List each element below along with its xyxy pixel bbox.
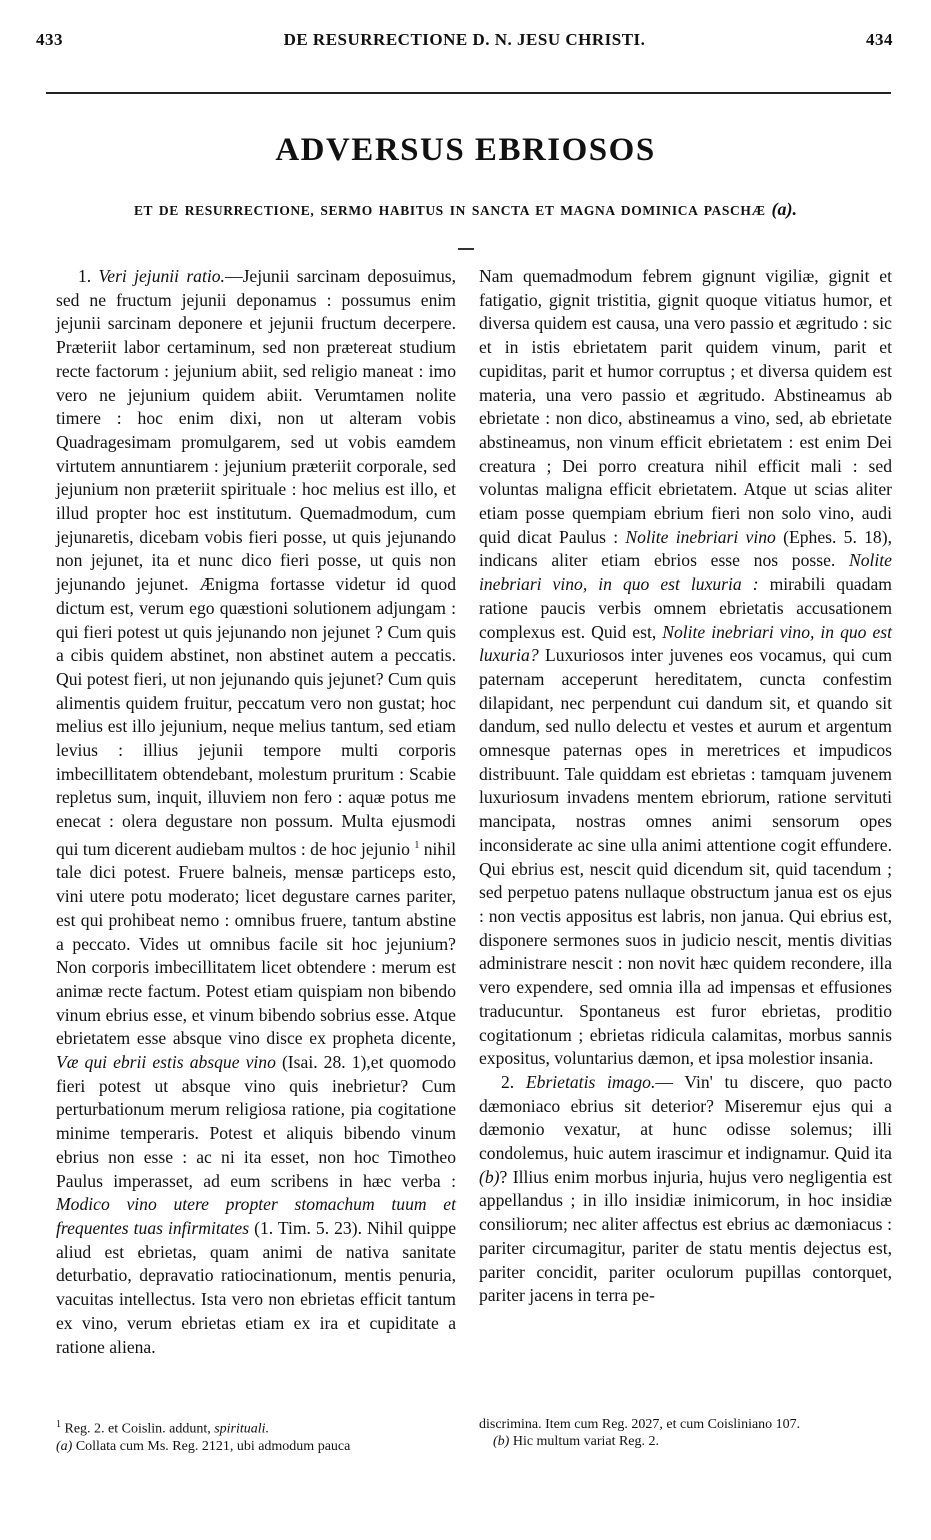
scripture-quote: Nolite inebriari vino, in quo est luxuria? [479, 621, 892, 666]
scripture-ref: (Isai. 28. 1) [275, 1052, 367, 1073]
sermon-subtitle [0, 199, 931, 220]
header-rule [46, 92, 891, 94]
footnotes-right [479, 1416, 892, 1450]
running-head [36, 30, 893, 50]
scripture-ref: (1. Tim. 5. 23) [249, 1217, 358, 1238]
text-run: Luxuriosos inter juvenes eos vocamus, qui cum paternam acceperunt hereditatem, cuncta confestim dilapidant, nec perpendunt cui dandum sit, et quando sit dandum, sed nullo delectu et vestes et aurum et argentum omnesque paternas opes in meretrices et impudicos distribuunt. Tale quiddam est ebrietas : tamquam juvenem luxuriosum invadens mentem ebriorum, ratione servituti mancipata, nostras omnes animi sensorum opes inconsiderate ac sine ulla animi attentione cogit effundere. Qui ebrius est, nescit quid dicendum sit, quid tacendum ; sed perpetuo patens nullaque obstructum janua est os ejus : non vectis appositus est labris, non janua. Qui ebrius est, disponere sermones suos in judicio nescit, mentis divitias administrare nescit : non novit hæc quidem recondere, illa vero expendere, sed omnia illa ad impensas et effusiones traducuntur. Spontaneus est furor ebrietas, proditio cogitationum ; ebrietas ridicula calamitas, morbus sannis expositus, voluntarius dæmon, et ipsa molestior insania. [479, 645, 892, 1069]
subtitle-text: ET DE RESURRECTIONE, SERMO HABITUS IN SANCTA ET MAGNA DOMINICA PASCHÆ [133, 203, 766, 218]
footnote-1 [56, 1416, 456, 1438]
footnote-mark: (b) [493, 1434, 510, 1449]
footnote-text: Collata cum Ms. Reg. 2121, ubi admodum pauca [72, 1438, 351, 1454]
running-title: DE RESURRECTIONE D. N. JESU CHRISTI. [283, 30, 646, 49]
paragraph-1 [56, 265, 456, 1359]
text-run: mirabili quadam ratione paucis verbis omnem ebrietatis accusationem complexus est. Quid est, [479, 574, 892, 642]
section-number: 1. [78, 266, 92, 286]
text-run: —Jejunii sarcinam deposuimus, sed ne fructum jejunii deponamus : possumus enim jejunii sarcinam deponere et jejunii fructum decerpere. Præteriit labor certaminum, sed non prætereat studium recte factorum : jejunium abiit, sed religio maneat : imo vero ne jejunium quidem abiit. Verumtamen nolite timere : hoc enim dixi, non ut alteram vobis Quadragesimam promulgarem, sed ut vobis eamdem virtutem annuntiarem : jejunium præteriit corporale, sed jejunium non præteriit spirituale : hoc melius est illo, et illud propter hoc est institutum. Quemadmodum, cum jejunaretis, dicebam vobis fieri posse, ut quis jejunando non jejunet, ita et nunc dico fieri posse, ut quis non jejunando jejunet. Ænigma fortasse videtur id quod dictum est, verum ego quæstioni solutionem adjungam : qui fieri potest ut quis jejunando non jejunet ? Cum quis a cibis quidem abstinet, non abstinet autem a peccatis. Qui potest fieri, ut non jejunando quis jejunet? Cum quis alimentis quidem fruitur, peccatum vero non gustat; hoc melius est illo jejunium, neque melius tantum, sed etiam levius : illius jejunii tempore multi corporis imbecillitatem obtendebant, molestum pruritum : Scabie repletus sum, inquit, illuviem non fero : aquæ potus me enecat : olera degustare non possum. Multa ejusmodi qui tum dicerent audiebam multos : de hoc jejunio [56, 266, 456, 859]
scripture-quote: Nolite inebriari vino, in quo est luxuria : [479, 550, 892, 595]
footnote-mark: (a) [56, 1438, 73, 1454]
text-run: , indicans aliter etiam ebrios esse nos posse. [479, 526, 892, 571]
text-run: nihil tale dici potest. Fruere balneis, mensæ particeps esto, vini utere potu moderato; licet degustare carnes pariter, est qui prohibeat nemo : omnibus fruere, tantum abstine a peccato. Vides ut omnibus facile sit hoc jejunium? Non corporis imbecillitatem licet obtendere : merum est animæ recte factum. Potest etiam quispiam non bibendo vinum ebrius esse, et vinum bibendo sobrius esse. Atque ebrietatem esse absque vino disce ex propheta dicente, [56, 838, 456, 1049]
section-title: Ebrietatis imago. [525, 1071, 656, 1092]
footnote-a [56, 1438, 456, 1455]
paragraph-2 [479, 1071, 892, 1308]
footnote-text: Reg. 2. et Coislin. addunt, [61, 1421, 215, 1437]
title-divider [458, 248, 474, 250]
page-number-right: 434 [865, 30, 893, 49]
scripture-ref: (Ephes. 5. 18) [775, 526, 888, 547]
subtitle-note-mark: (a). [771, 199, 798, 219]
text-run: — Vin' tu discere, quo pacto dæmoniaco ebrius sit deterior? Miseremur ejus qui a dæmonio vexatur, at hunc odisse solemus; illi condolemus, huic autem irascimur et indignamur. Quid ita [479, 1071, 892, 1164]
footnotes-left [56, 1416, 456, 1455]
footnote-marker: 1 [414, 839, 420, 851]
footnote-a-continued: discrimina. Item cum Reg. 2027, et cum Coisliniano 107. [479, 1417, 801, 1432]
sermon-title: ADVERSUS EBRIOSOS [275, 132, 656, 168]
footnote-b [479, 1433, 892, 1450]
text-run: ,et quomodo fieri potest ut absque vino quis inebrietur? Cum perturbationum merum religiosa ratione, pia cogitatione minime temperaris. Potest et aliquis bibendo vinum ebrius non esse : ac ni ita esset, non hoc Timotheo Paulus imperasset, ad eum scribens in hæc verba : [56, 1052, 456, 1191]
section-title: Veri jejunii ratio. [98, 266, 225, 286]
section-number: 2. [501, 1071, 515, 1092]
text-run: ? Illius enim morbus injuria, hujus vero negligentia est appellandus ; in illo insidiæ inimicorum, in hoc insidiæ consiliorum; nec aliter affectus est ebrius ac dæmoniacus : pariter circumagitur, pariter de statu mentis dejectus est, pariter concidit, pariter oculorum pupillas contorquet, pariter jacens in terra pe- [479, 1166, 892, 1306]
footnote-text: Hic multum variat Reg. 2. [509, 1434, 660, 1449]
footnote-marker: (b) [479, 1166, 500, 1187]
paragraph-1-continued [479, 265, 892, 1071]
scripture-quote: Nolite inebriari vino [625, 526, 776, 547]
text-run: . Nihil quippe aliud est ebrietas, quam animi de nativa sanitate deturbatio, depravatio ratiocinationum, mentis penuria, vacuitas intellectus. Ista vero non ebrietas efficit tantum ex vino, verum ebrietas etiam ex ira et cupiditate a ratione aliena. [56, 1217, 457, 1357]
footnote-word: spirituali. [214, 1421, 270, 1437]
scripture-quote: Modico vino utere propter stomachum tuum et frequentes tuas infirmitates [56, 1194, 456, 1238]
footnote-mark: 1 [56, 1419, 61, 1430]
left-column [56, 265, 456, 1359]
text-run: Nam quemadmodum febrem gignunt vigiliæ, gignit et fatigatio, gignit tristitia, gignit quoque vitiatus humor, et diversa quidem est causa, una vero passio et ægritudo : sic et in istis ebrietatem parit quidem vinum, parit et cupiditas, parit et humor corruptus ; et diversa quidem est materia, una vero passio et ægritudo. Abstineamus ab ebrietate : non dico, abstineamus a vino, sed, ab ebrietate abstineamus, non vinum efficit ebrietatem : est enim Dei creatura ; Dei porro creatura nihil efficit mali : sed voluntas maligna efficit ebrietatem. Atque ut scias aliter etiam posse quempiam ebrium fieri non solo vino, audi quid dicat Paulus : [479, 266, 892, 547]
right-column [479, 265, 892, 1308]
page-number-left: 433 [36, 30, 63, 49]
scripture-quote: Væ qui ebrii estis absque vino [56, 1052, 276, 1073]
